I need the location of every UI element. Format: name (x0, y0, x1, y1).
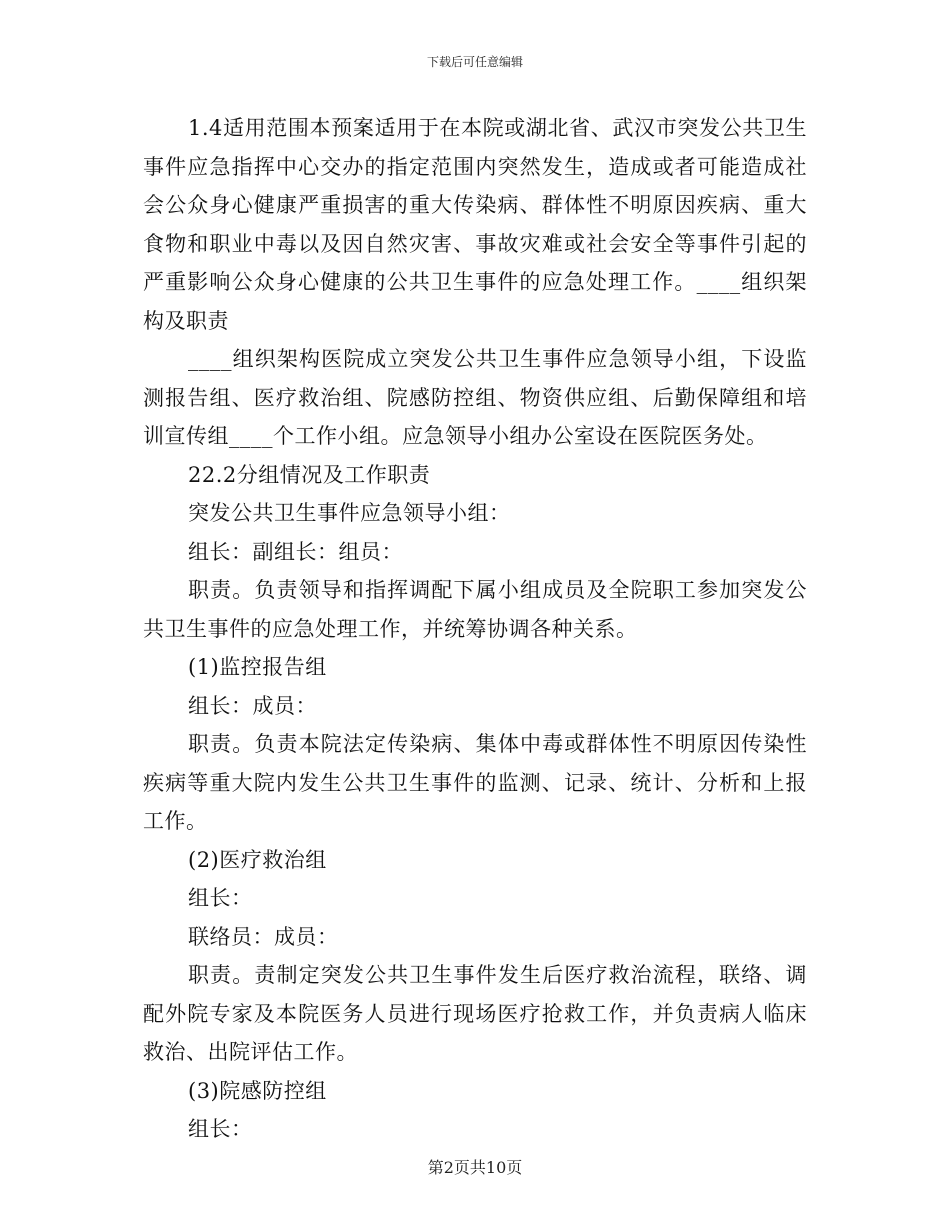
paragraph-monitoring-members: 组长：成员： (188, 693, 317, 718)
paragraph-infection-control-leader: 组长： (188, 1117, 253, 1141)
paragraph-monitoring-duties: 职责。负责本院法定传染病、集体中毒或群体性不明原因传染性疾病等重大院内发生公共卫生事件的监测、记录、统计、分析和上报工作。 (143, 732, 807, 833)
paragraph-section-heading: 22.2分组情况及工作职责 (188, 462, 431, 487)
paragraph-leadership-members: 组长：副组长：组员： (188, 539, 403, 564)
paragraph-infection-control-group: (3)院感防控组 (188, 1078, 327, 1103)
paragraph-treatment-leader: 组长： (188, 886, 253, 910)
page-header: 下载后可任意编辑 (426, 55, 523, 69)
paragraph-treatment-duties: 职责。责制定突发公共卫生事件发生后医疗救治流程，联络、调配外院专家及本院医务人员进行现场医疗抢救工作，并负责病人临床救治、出院评估工作。 (143, 963, 807, 1064)
paragraph-treatment-group: (2)医疗救治组 (188, 847, 327, 872)
document-body (143, 109, 807, 1149)
paragraph-scope: 1.4适用范围本预案适用于在本院或湖北省、武汉市突发公共卫生事件应急指挥中心交办的指定范围内突然发生，造成或者可能造成社会公众身心健康严重损害的重大传染病、群体性不明原因疾病、重大食物和职业中毒以及因自然灾害、事故灾难或社会安全等事件引起的严重影响公众身心健康的公共卫生事件的应急处理工作。____组织架构及职责 (143, 116, 807, 333)
paragraph-leadership-duties: 职责。负责领导和指挥调配下属小组成员及全院职工参加突发公共卫生事件的应急处理工作，并统筹协调各种关系。 (143, 578, 807, 641)
paragraph-leadership-group: 突发公共卫生事件应急领导小组： (188, 501, 511, 525)
page-footer: 第2页共10页 (427, 1158, 523, 1177)
paragraph-org-structure: ____组织架构医院成立突发公共卫生事件应急领导小组，下设监测报告组、医疗救治组、院感防控组、物资供应组、后勤保障组和培训宣传组____个工作小组。应急领导小组办公室设在医院医务处。 (143, 347, 807, 448)
paragraph-treatment-members: 联络员：成员： (188, 924, 339, 949)
paragraph-monitoring-group: (1)监控报告组 (188, 655, 327, 679)
